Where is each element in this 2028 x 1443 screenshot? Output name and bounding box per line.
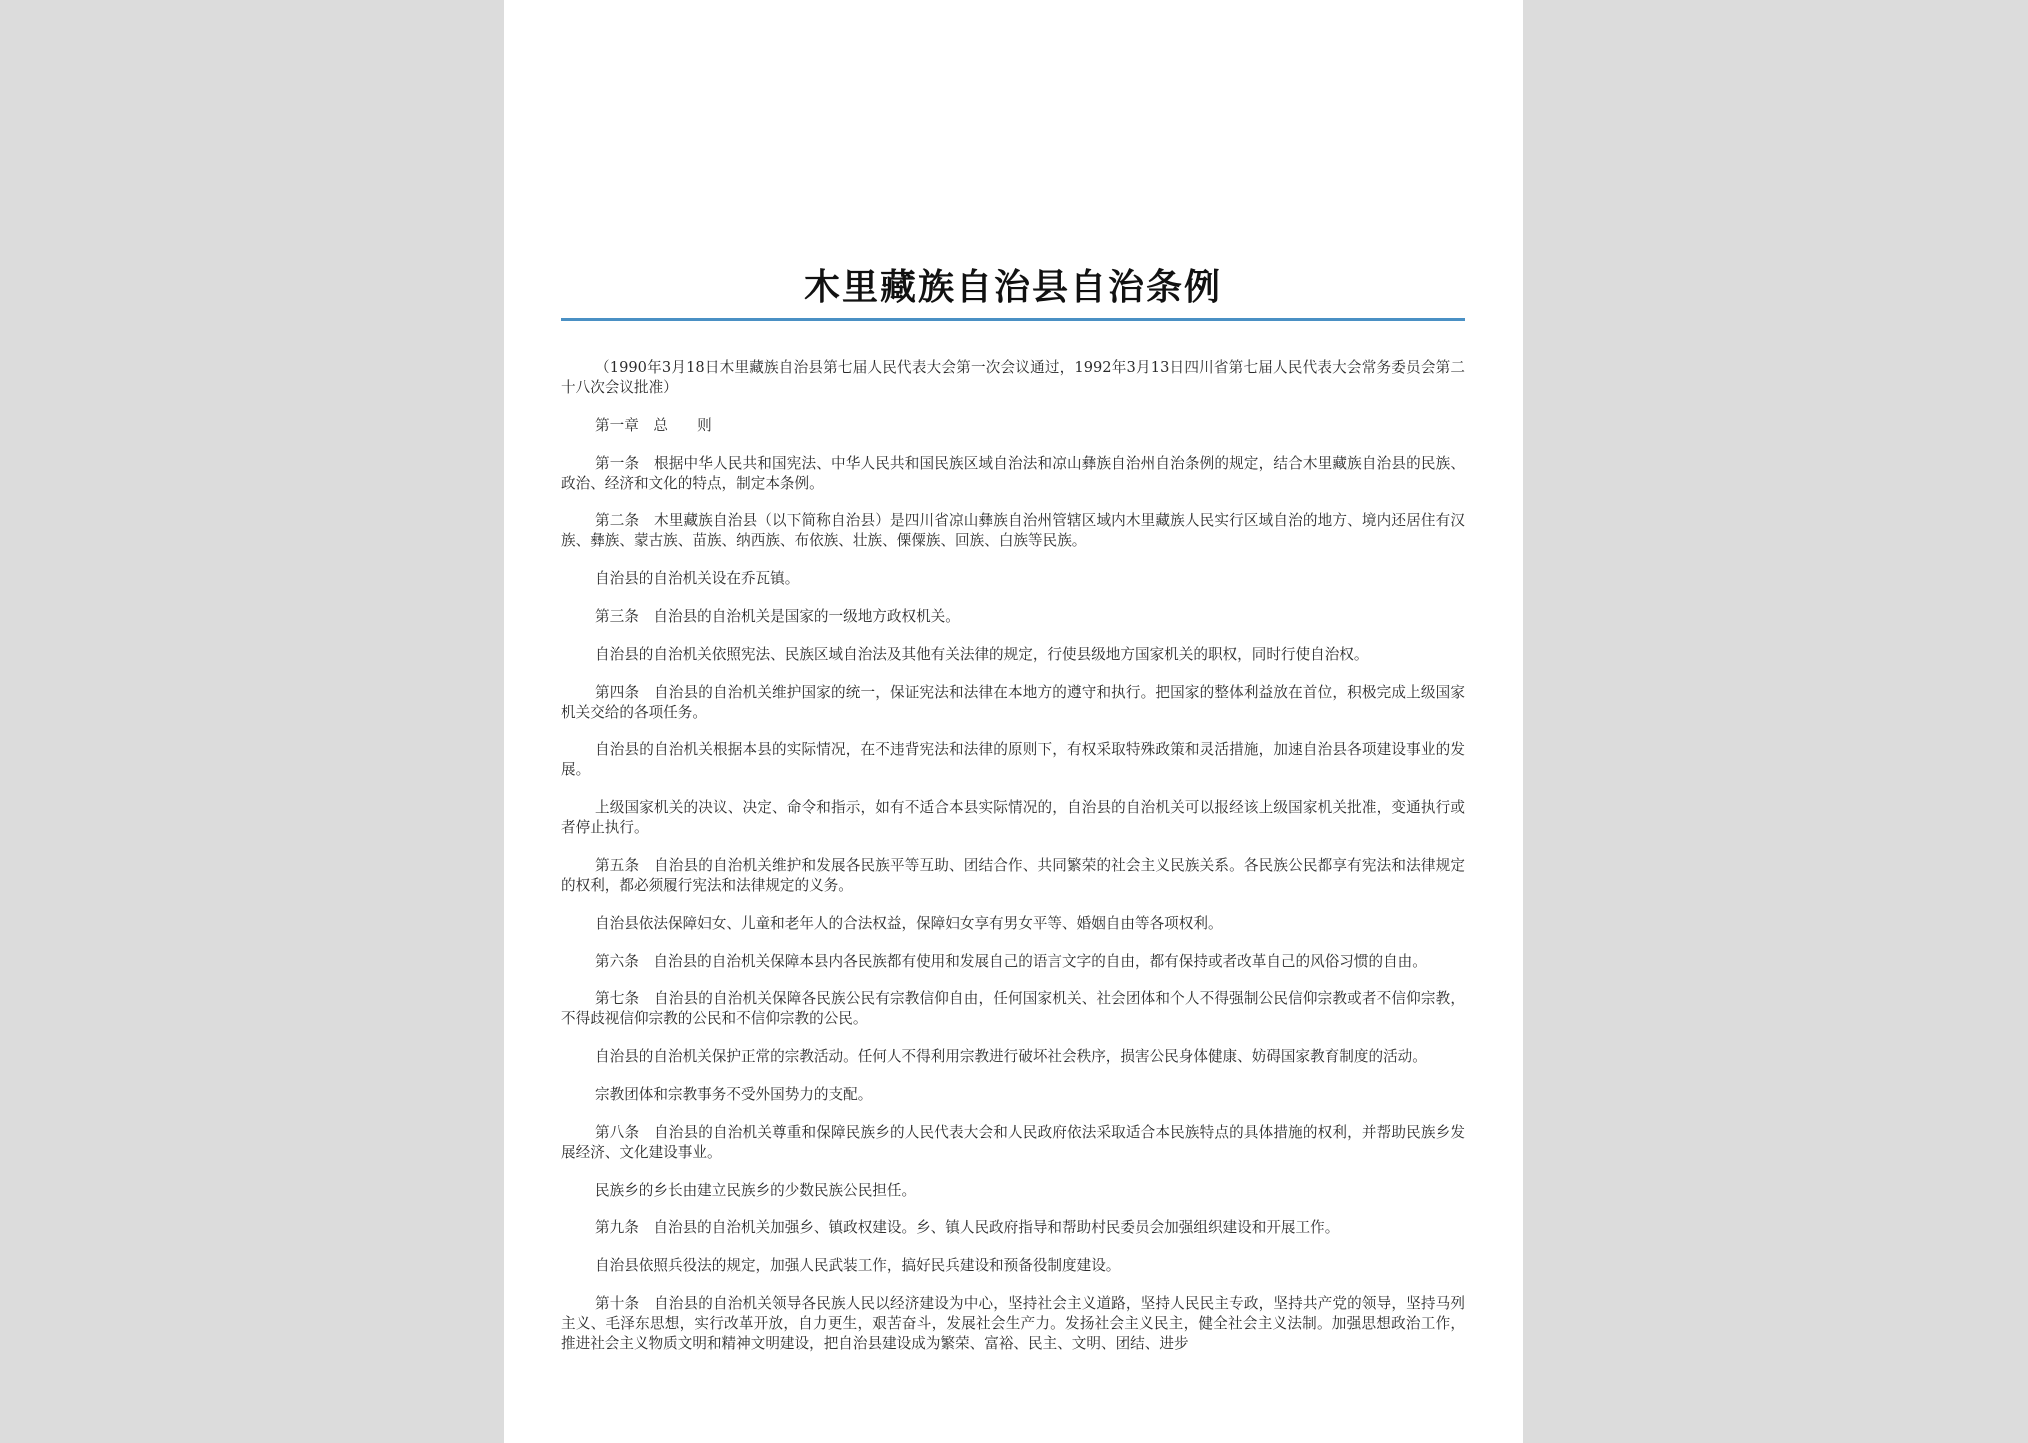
document-paragraph: 自治县依法保障妇女、儿童和老年人的合法权益，保障妇女享有男女平等、婚姻自由等各项权利。 <box>595 914 1223 932</box>
document-paragraph: 第七条 自治县的自治机关保障各民族公民有宗教信仰自由，任何国家机关、社会团体和个人不得强制公民信仰宗教或者不信仰宗教，不得歧视信仰宗教的公民和不信仰宗教的公民。 <box>561 990 1465 1028</box>
title-underline <box>561 318 1465 321</box>
document-paragraph: 民族乡的乡长由建立民族乡的少数民族公民担任。 <box>595 1181 917 1199</box>
document-paragraph: 第九条 自治县的自治机关加强乡、镇政权建设。乡、镇人民政府指导和帮助村民委员会加强组织建设和开展工作。 <box>595 1219 1340 1237</box>
document-paragraph: 自治县的自治机关保护正常的宗教活动。任何人不得利用宗教进行破坏社会秩序，损害公民身体健康、妨碍国家教育制度的活动。 <box>595 1048 1427 1066</box>
document-content <box>561 258 1465 1372</box>
document-paragraph: 第五条 自治县的自治机关维护和发展各民族平等互助、团结合作、共同繁荣的社会主义民族关系。各民族公民都享有宪法和法律规定的权利，都必须履行宪法和法律规定的义务。 <box>561 856 1465 894</box>
document-paragraph: 第八条 自治县的自治机关尊重和保障民族乡的人民代表大会和人民政府依法采取适合本民族特点的具体措施的权利，并帮助民族乡发展经济、文化建设事业。 <box>561 1123 1465 1161</box>
document-title: 木里藏族自治县自治条例 <box>803 266 1222 308</box>
document-paragraph: 第三条 自治县的自治机关是国家的一级地方政权机关。 <box>595 607 960 625</box>
document-paragraph: 自治县的自治机关根据本县的实际情况，在不违背宪法和法律的原则下，有权采取特殊政策和灵活措施，加速自治县各项建设事业的发展。 <box>561 741 1465 779</box>
document-paragraph: 自治县依照兵役法的规定，加强人民武装工作，搞好民兵建设和预备役制度建设。 <box>595 1257 1121 1275</box>
document-page <box>504 0 1523 1443</box>
document-paragraph: 第四条 自治县的自治机关维护国家的统一，保证宪法和法律在本地方的遵守和执行。把国家的整体利益放在首位，积极完成上级国家机关交给的各项任务。 <box>561 683 1465 721</box>
document-paragraph: 第一章 总 则 <box>595 416 712 434</box>
document-paragraph: 宗教团体和宗教事务不受外国势力的支配。 <box>595 1085 873 1103</box>
document-paragraph: 第十条 自治县的自治机关领导各民族人民以经济建设为中心，坚持社会主义道路，坚持人民民主专政，坚持共产党的领导，坚持马列主义、毛泽东思想，实行改革开放，自力更生，艰苦奋斗，发展社会生产力。发扬社会主义民主，健全社会主义法制。加强思想政治工作，推进社会主义物质文明和精神文明建设，把自治县建设成为繁荣、富裕、民主、文明、团结、进步 <box>561 1294 1465 1352</box>
document-paragraph: 第六条 自治县的自治机关保障本县内各民族都有使用和发展自己的语言文字的自由，都有保持或者改革自己的风俗习惯的自由。 <box>595 952 1427 970</box>
document-body <box>561 358 1465 1354</box>
document-paragraph: 第一条 根据中华人民共和国宪法、中华人民共和国民族区域自治法和凉山彝族自治州自治条例的规定，结合木里藏族自治县的民族、政治、经济和文化的特点，制定本条例。 <box>561 454 1465 492</box>
document-paragraph: 自治县的自治机关依照宪法、民族区域自治法及其他有关法律的规定，行使县级地方国家机关的职权，同时行使自治权。 <box>595 645 1369 663</box>
document-paragraph: 上级国家机关的决议、决定、命令和指示，如有不适合本县实际情况的，自治县的自治机关可以报经该上级国家机关批准，变通执行或者停止执行。 <box>561 799 1465 837</box>
document-paragraph: 第二条 木里藏族自治县（以下简称自治县）是四川省凉山彝族自治州管辖区域内木里藏族人民实行区域自治的地方、境内还居住有汉族、彝族、蒙古族、苗族、纳西族、布依族、壮族、傈僳族、回族、白族等民族。 <box>561 512 1465 550</box>
document-paragraph: 自治县的自治机关设在乔瓦镇。 <box>595 570 800 588</box>
document-preamble: （1990年3月18日木里藏族自治县第七届人民代表大会第一次会议通过，1992年3月13日四川省第七届人民代表大会常务委员会第二十八次会议批准） <box>561 359 1465 396</box>
